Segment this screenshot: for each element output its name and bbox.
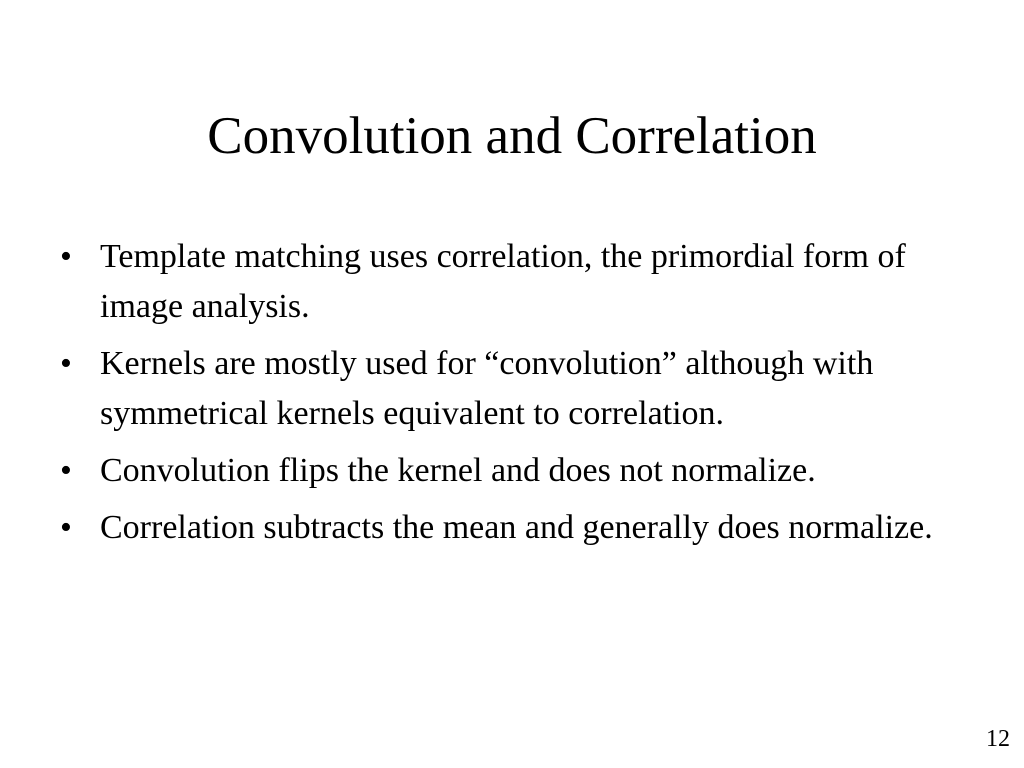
bullet-item: [60, 232, 960, 332]
bullet-text: Kernels are mostly used for “convolution” although with symmetrical kernels equivalent to correlation.: [100, 345, 874, 432]
bullet-marker: •: [60, 509, 72, 546]
bullet-item: [60, 446, 960, 496]
slide-title: Convolution and Correlation: [207, 107, 817, 165]
bullet-text: Correlation subtracts the mean and generally does normalize.: [100, 509, 933, 546]
bullet-marker: •: [60, 452, 72, 489]
bullet-text: Template matching uses correlation, the primordial form of image analysis.: [100, 238, 906, 325]
bullet-marker: •: [60, 238, 72, 275]
bullet-marker: •: [60, 345, 72, 382]
bullet-text: Convolution flips the kernel and does not normalize.: [100, 452, 816, 489]
bullet-item: [60, 339, 960, 439]
bullet-list: [60, 232, 960, 560]
bullet-item: [60, 503, 960, 553]
page-number: 12: [986, 726, 1010, 752]
